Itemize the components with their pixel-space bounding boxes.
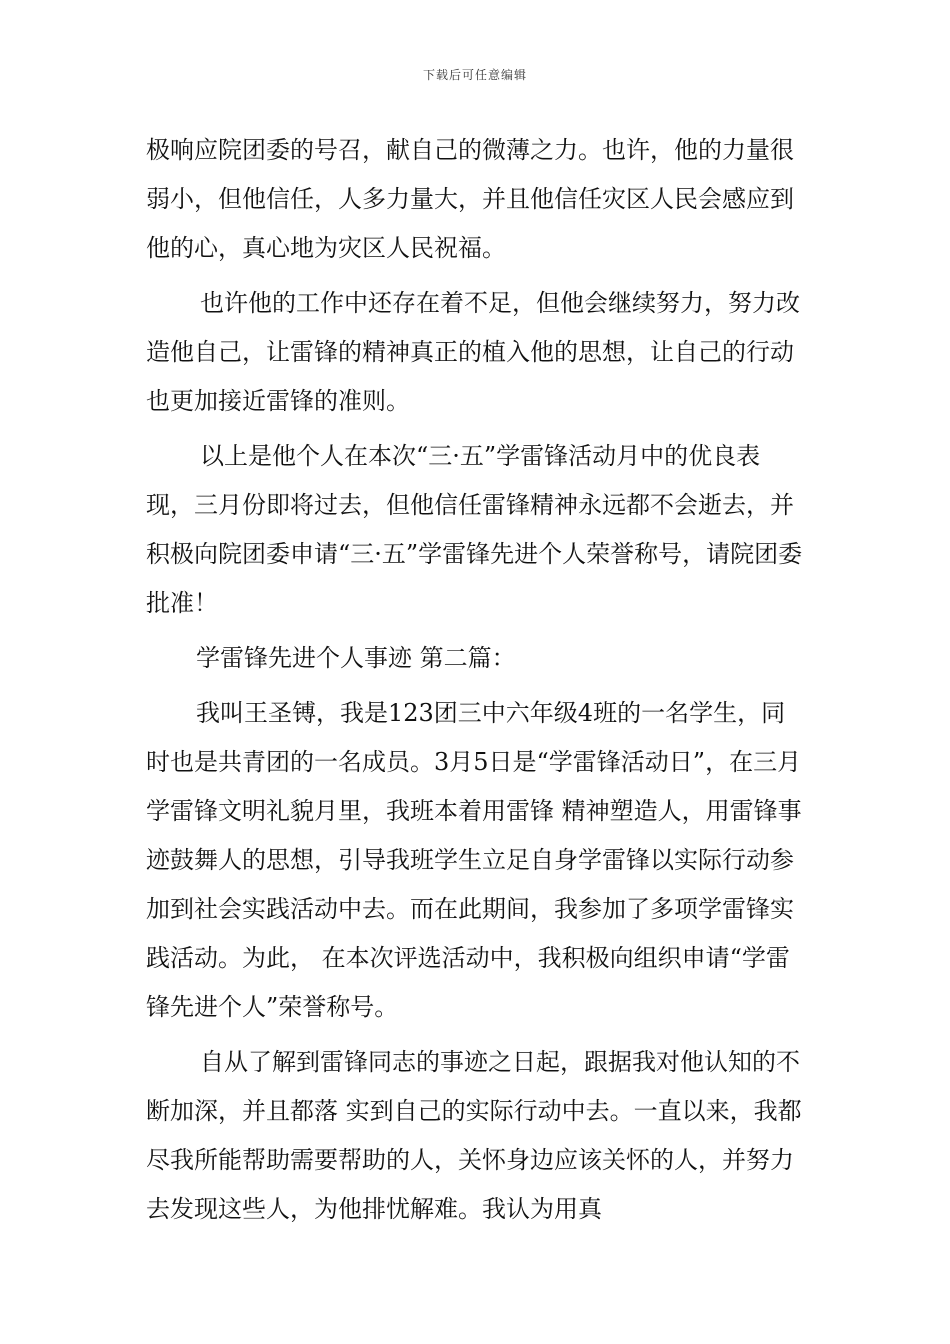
paragraph-continuation: 极响应院团委的号召，献自己的微薄之力。也许，他的力量很弱小，但他信任，人多力量大，并且他信任灾区人民会感应到他的心，真心地为灾区人民祝福。 bbox=[146, 136, 794, 262]
document-body bbox=[146, 126, 808, 1234]
paragraph: 也许他的工作中还存在着不足，但他会继续努力，努力改造他自己，让雷锋的精神真正的植入他的思想，让自己的行动也更加接近雷锋的准则。 bbox=[146, 289, 800, 415]
paragraph: 我叫王圣镈，我是123团三中六年级4班的一名学生，同时也是共青团的一名成员。3月5日是“学雷锋活动日”，在三月学雷锋文明礼貌月里，我班本着用雷锋 精神塑造人，用雷锋事迹鼓舞人的思想，引导我班学生立足自身学雷锋以实际行动参加到社会实践活动中去。而在此期间，我参加了多项学雷锋实践活动。为此， 在本次评选活动中，我积极向组织申请“学雷锋先进个人”荣誉称号。 bbox=[146, 699, 802, 1021]
section-heading: 学雷锋先进个人事迹 第二篇： bbox=[196, 644, 516, 672]
paragraph: 自从了解到雷锋同志的事迹之日起，跟据我对他认知的不断加深，并且都落 实到自己的实际行动中去。一直以来，我都尽我所能帮助需要帮助的人，关怀身边应该关怀的人，并努力去发现这些人，为他排忧解难。我认为用真 bbox=[146, 1048, 802, 1223]
page-header: 下载后可任意编辑 bbox=[422, 68, 527, 82]
paragraph: 以上是他个人在本次“三·五”学雷锋活动月中的优良表现，三月份即将过去，但他信任雷锋精神永远都不会逝去，并积极向院团委申请“三·五”学雷锋先进个人荣誉称号，请院团委批准！ bbox=[146, 442, 803, 617]
